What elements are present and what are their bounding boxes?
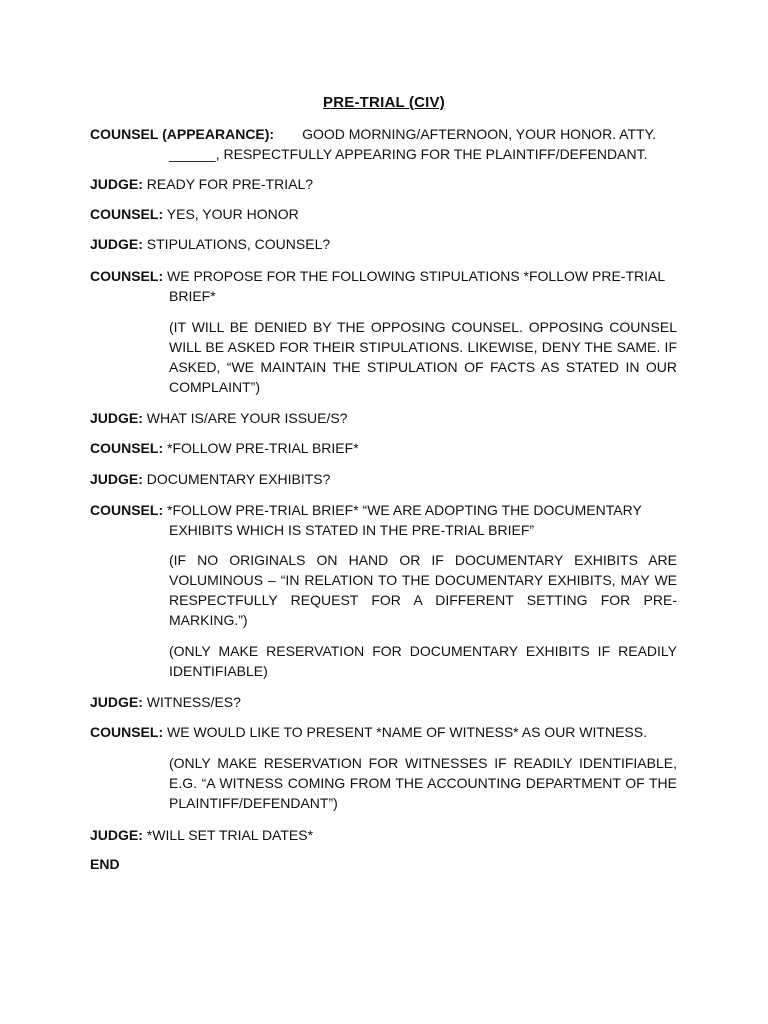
speaker-label: COUNSEL: [90,440,164,456]
dialogue-text: GOOD MORNING/AFTERNOON, YOUR HONOR. ATTY. [302,126,657,142]
document-title: PRE-TRIAL (CIV) [323,94,445,111]
dialogue-text: WE WOULD LIKE TO PRESENT *NAME OF WITNESS* AS OUR WITNESS. [167,724,647,740]
speaker-label: JUDGE: [90,410,143,426]
speaker-label: COUNSEL: [90,724,164,740]
dialogue-text: *WILL SET TRIAL DATES* [146,827,314,843]
note-reservation-exhibits: (ONLY MAKE RESERVATION FOR DOCUMENTARY EXHIBITS IF READILY IDENTIFIABLE) [169,643,677,679]
dialogue-counsel-stipulations [90,266,677,306]
dialogue-judge-stipulations [90,234,677,254]
dialogue-judge-exhibits [90,469,677,489]
speaker-label: JUDGE: [90,236,143,252]
speaker-label: JUDGE: [90,471,143,487]
dialogue-continuation: BRIEF* [169,288,216,304]
dialogue-text: YES, YOUR HONOR [166,206,299,222]
speaker-label: COUNSEL: [90,502,164,518]
dialogue-continuation: ______, RESPECTFULLY APPEARING FOR THE PLAINTIFF/DEFENDANT. [169,146,648,162]
document-end-marker: END [90,856,120,872]
dialogue-text: WHAT IS/ARE YOUR ISSUE/S? [146,410,348,426]
speaker-label: COUNSEL (APPEARANCE): [90,126,275,142]
dialogue-counsel-exhibits [90,500,677,540]
dialogue-counsel-issues [90,438,677,458]
dialogue-text: *FOLLOW PRE-TRIAL BRIEF* [167,440,359,456]
dialogue-text: STIPULATIONS, COUNSEL? [146,236,331,252]
dialogue-counsel-appearance [90,124,677,164]
dialogue-judge-issues [90,408,677,428]
dialogue-judge-ready [90,174,677,194]
speaker-label: JUDGE: [90,176,143,192]
dialogue-continuation: EXHIBITS WHICH IS STATED IN THE PRE-TRIAL BRIEF” [169,522,535,538]
dialogue-text: WITNESS/ES? [146,694,241,710]
dialogue-text: *FOLLOW PRE-TRIAL BRIEF* “WE ARE ADOPTING THE DOCUMENTARY [167,502,642,518]
note-reservation-witnesses: (ONLY MAKE RESERVATION FOR WITNESSES IF READILY IDENTIFIABLE, E.G. “A WITNESS COMING FROM THE ACCOUNTING DEPARTMENT OF THE PLAINTIFF/DEFENDANT”) [169,755,677,811]
dialogue-text: DOCUMENTARY EXHIBITS? [146,471,331,487]
speaker-label: COUNSEL: [90,206,164,222]
dialogue-counsel-yes [90,204,677,224]
speaker-label: COUNSEL: [90,268,164,284]
speaker-label: JUDGE: [90,694,143,710]
dialogue-judge-witness [90,692,677,712]
dialogue-counsel-witness [90,722,677,742]
dialogue-text: WE PROPOSE FOR THE FOLLOWING STIPULATIONS *FOLLOW PRE-TRIAL [167,268,666,284]
note-stipulations: (IT WILL BE DENIED BY THE OPPOSING COUNSEL. OPPOSING COUNSEL WILL BE ASKED FOR THEIR STIPULATIONS. LIKEWISE, DENY THE SAME. IF ASKED, “WE MAINTAIN THE STIPULATION OF FACTS AS STATED IN OUR COMPLAINT”) [169,319,677,395]
dialogue-text: READY FOR PRE-TRIAL? [146,176,314,192]
dialogue-judge-trial-dates [90,825,677,845]
note-originals: (IF NO ORIGINALS ON HAND OR IF DOCUMENTARY EXHIBITS ARE VOLUMINOUS – “IN RELATION TO THE DOCUMENTARY EXHIBITS, MAY WE RESPECTFULLY REQUEST FOR A DIFFERENT SETTING FOR PRE-MARKING.”) [169,552,677,628]
speaker-label: JUDGE: [90,827,143,843]
